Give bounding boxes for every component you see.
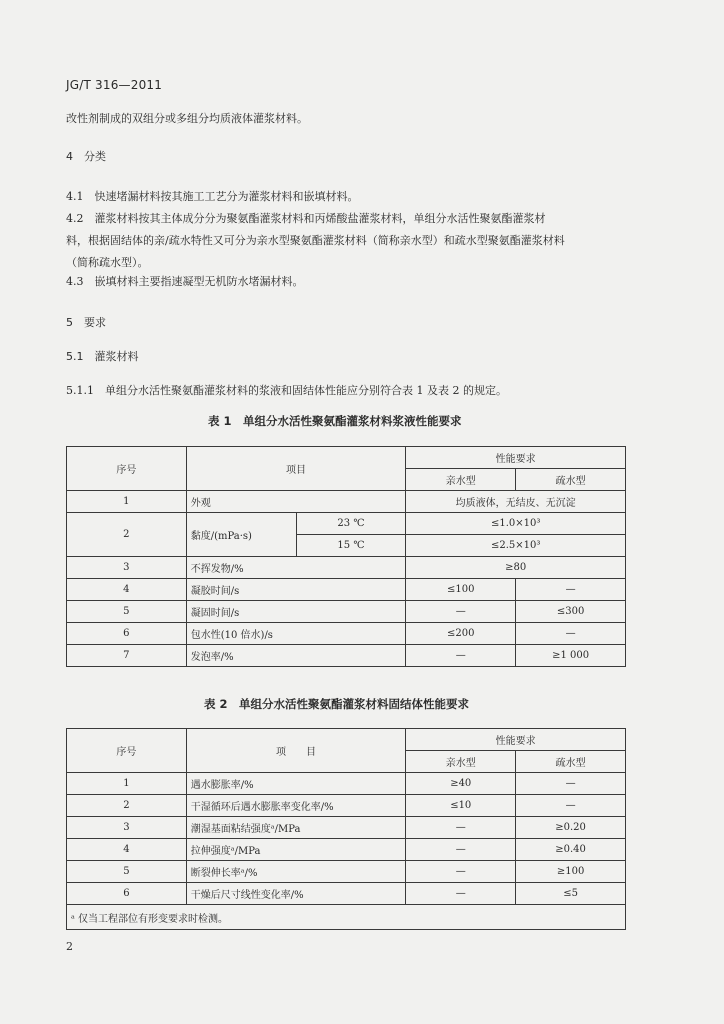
table-row	[67, 645, 626, 667]
table-row	[67, 557, 626, 579]
row-number: 6	[67, 883, 187, 905]
row-number: 6	[67, 623, 187, 645]
table-2-header-hydrophilic: 亲水型	[406, 751, 516, 773]
section-4-title: 4 分类	[66, 150, 106, 163]
row-hydrophilic-value: ≤200	[406, 623, 516, 645]
table-row	[67, 579, 626, 601]
table-row	[67, 513, 626, 535]
row-item: 凝固时间/s	[186, 601, 406, 623]
row-number: 5	[67, 861, 187, 883]
row-hydrophilic-value: —	[406, 645, 516, 667]
table-2	[66, 728, 626, 930]
row-hydrophobic-value: —	[516, 623, 626, 645]
row-item: 包水性(10 倍水)/s	[186, 623, 406, 645]
row-number: 4	[67, 579, 187, 601]
table-row	[67, 623, 626, 645]
table-1-header-item: 项目	[186, 447, 406, 491]
row-hydrophilic-value: —	[406, 861, 516, 883]
row-hydrophilic-value: —	[406, 601, 516, 623]
table-row	[67, 883, 626, 905]
table-row	[67, 861, 626, 883]
clause-4-1: 4.1 快速堵漏材料按其施工工艺分为灌浆材料和嵌填材料。	[66, 190, 359, 203]
row-hydrophobic-value: ≥100	[516, 861, 626, 883]
table-2-caption: 表 2 单组分水活性聚氨酯灌浆材料固结体性能要求	[204, 697, 470, 711]
table-row	[67, 773, 626, 795]
table-1-header-hydrophobic: 疏水型	[516, 469, 626, 491]
clause-4-3: 4.3 嵌填材料主要指速凝型无机防水堵漏材料。	[66, 275, 304, 288]
row-hydrophilic-value: ≤100	[406, 579, 516, 601]
row-item: 拉伸强度ᵃ/MPa	[186, 839, 406, 861]
row-value: ≤2.5×10³	[406, 535, 626, 557]
row-hydrophilic-value: ≤10	[406, 795, 516, 817]
row-item: 凝胶时间/s	[186, 579, 406, 601]
table-2-footnote: ᵃ 仅当工程部位有形变要求时检测。	[67, 905, 626, 930]
row-value: 均质液体，无结皮、无沉淀	[406, 491, 626, 513]
row-hydrophobic-value: ≤5	[516, 883, 626, 905]
row-item: 外观	[186, 491, 406, 513]
row-number: 5	[67, 601, 187, 623]
row-hydrophilic-value: —	[406, 839, 516, 861]
clause-5-1-1: 5.1.1 单组分水活性聚氨酯灌浆材料的浆液和固结体性能应分别符合表 1 及表 2 的规定。	[66, 384, 507, 397]
row-item: 干湿循环后遇水膨胀率变化率/%	[186, 795, 406, 817]
row-item: 不挥发物/%	[186, 557, 406, 579]
row-item: 干燥后尺寸线性变化率/%	[186, 883, 406, 905]
table-row	[67, 491, 626, 513]
row-hydrophobic-value: ≥0.20	[516, 817, 626, 839]
row-number: 2	[67, 795, 187, 817]
row-item: 发泡率/%	[186, 645, 406, 667]
section-5-title: 5 要求	[66, 316, 106, 329]
row-number: 2	[67, 513, 187, 557]
row-number: 3	[67, 817, 187, 839]
intro-paragraph: 改性剂制成的双组分或多组分均质液体灌浆材料。	[66, 112, 308, 125]
clause-4-2-line3: （简称疏水型）。	[66, 256, 149, 269]
clause-4-2-line1: 4.2 灌浆材料按其主体成分分为聚氨酯灌浆材料和丙烯酸盐灌浆材料，单组分水活性聚氨酯灌浆材	[66, 212, 546, 225]
row-number: 1	[67, 491, 187, 513]
table-1-header-performance: 性能要求	[406, 447, 626, 469]
table-row	[67, 839, 626, 861]
page-number: 2	[66, 940, 73, 953]
row-item: 遇水膨胀率/%	[186, 773, 406, 795]
row-number: 3	[67, 557, 187, 579]
row-hydrophobic-value: ≥1 000	[516, 645, 626, 667]
table-row	[67, 601, 626, 623]
table-2-header-hydrophobic: 疏水型	[516, 751, 626, 773]
table-1	[66, 446, 626, 667]
row-hydrophobic-value: ≥0.40	[516, 839, 626, 861]
row-value: ≤1.0×10³	[406, 513, 626, 535]
row-number: 4	[67, 839, 187, 861]
row-hydrophilic-value: —	[406, 817, 516, 839]
row-temperature: 23 ℃	[296, 513, 406, 535]
table-note-row	[67, 905, 626, 930]
row-item: 潮湿基面粘结强度ᵃ/MPa	[186, 817, 406, 839]
row-hydrophobic-value: —	[516, 795, 626, 817]
table-1-caption: 表 1 单组分水活性聚氨酯灌浆材料浆液性能要求	[208, 414, 462, 428]
row-hydrophobic-value: ≤300	[516, 601, 626, 623]
row-number: 7	[67, 645, 187, 667]
row-temperature: 15 ℃	[296, 535, 406, 557]
table-2-header-no: 序号	[67, 729, 187, 773]
table-1-header-hydrophilic: 亲水型	[406, 469, 516, 491]
table-1-header-no: 序号	[67, 447, 187, 491]
clause-5-1: 5.1 灌浆材料	[66, 350, 139, 363]
row-number: 1	[67, 773, 187, 795]
row-value: ≥80	[406, 557, 626, 579]
table-2-header-item: 项 目	[186, 729, 406, 773]
table-2-header-performance: 性能要求	[406, 729, 626, 751]
clause-4-2-line2: 料，根据固结体的亲/疏水特性又可分为亲水型聚氨酯灌浆材料（简称亲水型）和疏水型聚氨酯灌浆材料	[66, 234, 565, 247]
standard-code-header: JG/T 316—2011	[66, 78, 163, 92]
table-row	[67, 795, 626, 817]
row-hydrophilic-value: ≥40	[406, 773, 516, 795]
row-hydrophobic-value: —	[516, 773, 626, 795]
row-item: 断裂伸长率ᵃ/%	[186, 861, 406, 883]
row-hydrophobic-value: —	[516, 579, 626, 601]
table-row	[67, 817, 626, 839]
row-hydrophilic-value: —	[406, 883, 516, 905]
row-item: 黏度/(mPa·s)	[186, 513, 296, 557]
